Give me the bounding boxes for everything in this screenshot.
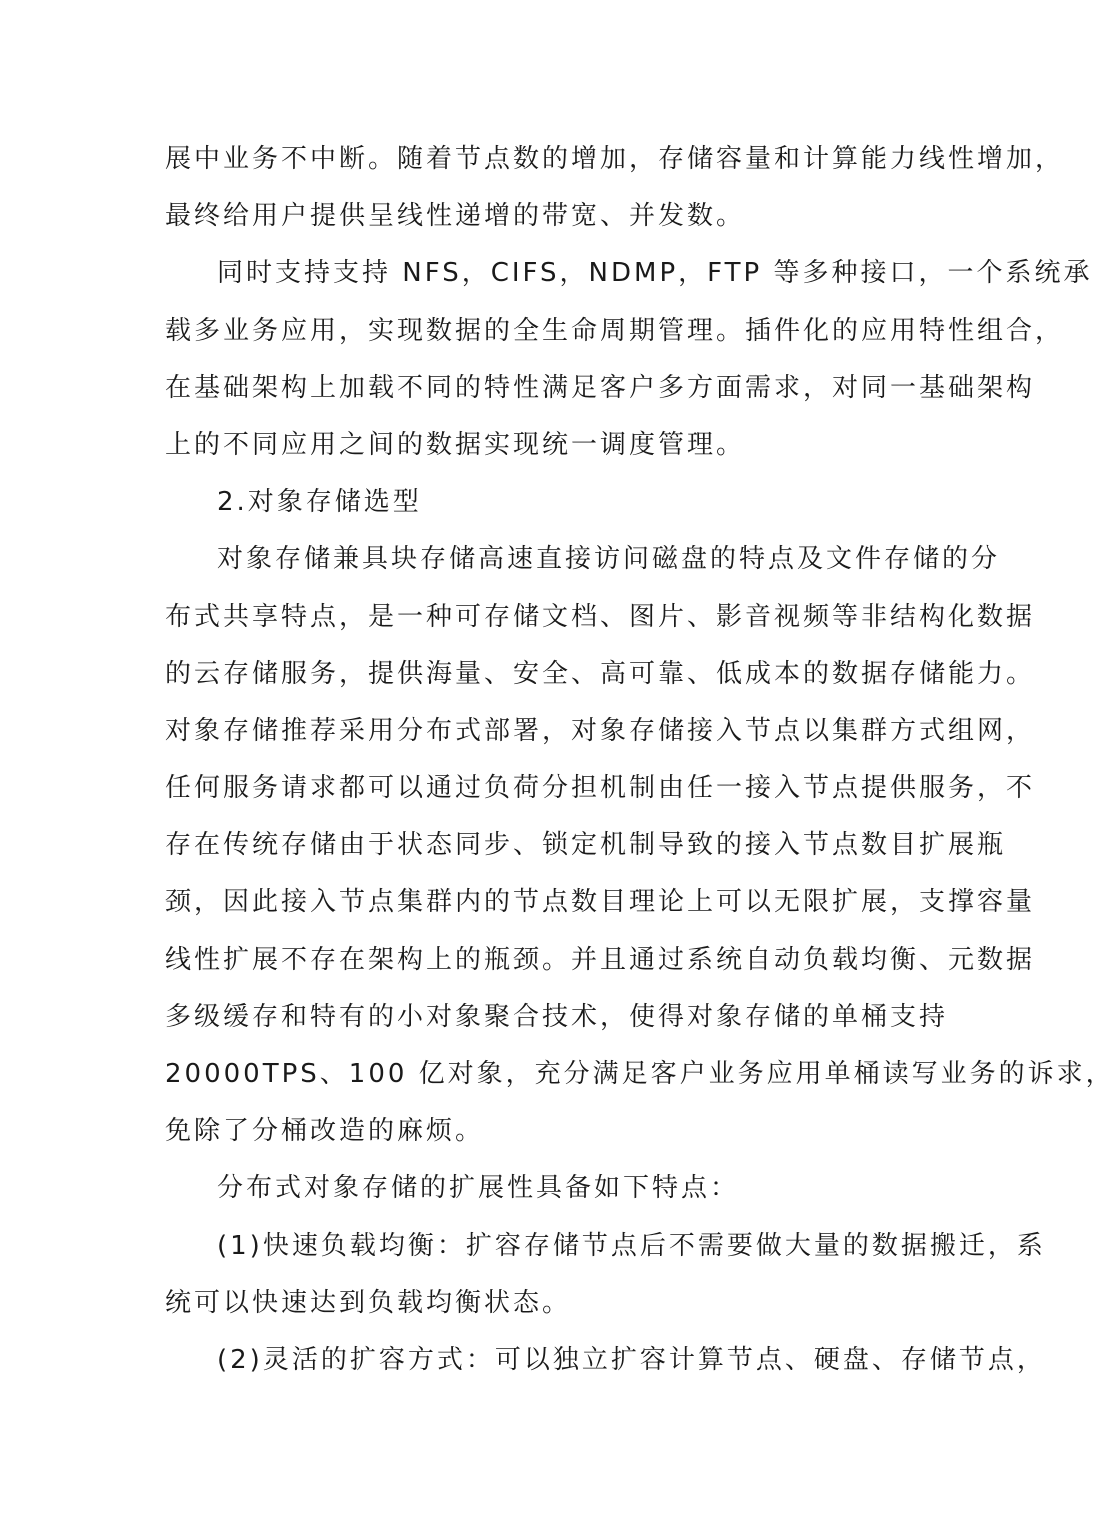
- text-line: 2.对象存储选型: [217, 487, 422, 518]
- text-line: (2)灵活的扩容方式：可以独立扩容计算节点、硬盘、存储节点，: [217, 1344, 1046, 1375]
- text-line: 对象存储推荐采用分布式部署，对象存储接入节点以集群方式组网，: [165, 715, 1036, 746]
- text-line: 存在传统存储由于状态同步、锁定机制导致的接入节点数目扩展瓶: [165, 830, 1007, 861]
- text-line: 展中业务不中断。随着节点数的增加，存储容量和计算能力线性增加，: [165, 144, 1065, 174]
- text-line: 上的不同应用之间的数据实现统一调度管理。: [165, 429, 746, 460]
- text-line: 载多业务应用，实现数据的全生命周期管理。插件化的应用特性组合，: [165, 315, 1065, 346]
- text-line: 最终给用户提供呈线性递增的带宽、并发数。: [165, 201, 746, 232]
- text-line: 颈，因此接入节点集群内的节点数目理论上可以无限扩展，支撑容量: [165, 887, 1036, 918]
- text-line: 免除了分桶改造的麻烦。: [165, 1116, 485, 1147]
- text-line: 统可以快速达到负载均衡状态。: [165, 1287, 572, 1318]
- text-line: 线性扩展不存在架构上的瓶颈。并且通过系统自动负载均衡、元数据: [165, 944, 1036, 975]
- text-line: 在基础架构上加载不同的特性满足客户多方面需求，对同一基础架构: [165, 372, 1036, 403]
- text-line: 20000TPS、100 亿对象，充分满足客户业务应用单桶读写业务的诉求，: [165, 1059, 1115, 1089]
- text-line: 多级缓存和特有的小对象聚合技术，使得对象存储的单桶支持: [165, 1001, 949, 1032]
- text-line: 的云存储服务，提供海量、安全、高可靠、低成本的数据存储能力。: [165, 658, 1036, 689]
- document-body: [165, 131, 1115, 1389]
- text-line: 分布式对象存储的扩展性具备如下特点：: [217, 1173, 740, 1204]
- text-line: 同时支持支持 NFS，CIFS，NDMP，FTP 等多种接口，一个系统承: [217, 258, 1093, 289]
- text-line: 布式共享特点，是一种可存储文档、图片、影音视频等非结构化数据: [165, 601, 1036, 632]
- text-line: 任何服务请求都可以通过负荷分担机制由任一接入节点提供服务，不: [165, 773, 1036, 804]
- text-line: 对象存储兼具块存储高速直接访问磁盘的特点及文件存储的分: [217, 544, 1001, 575]
- text-line: (1)快速负载均衡：扩容存储节点后不需要做大量的数据搬迁，系: [217, 1230, 1046, 1261]
